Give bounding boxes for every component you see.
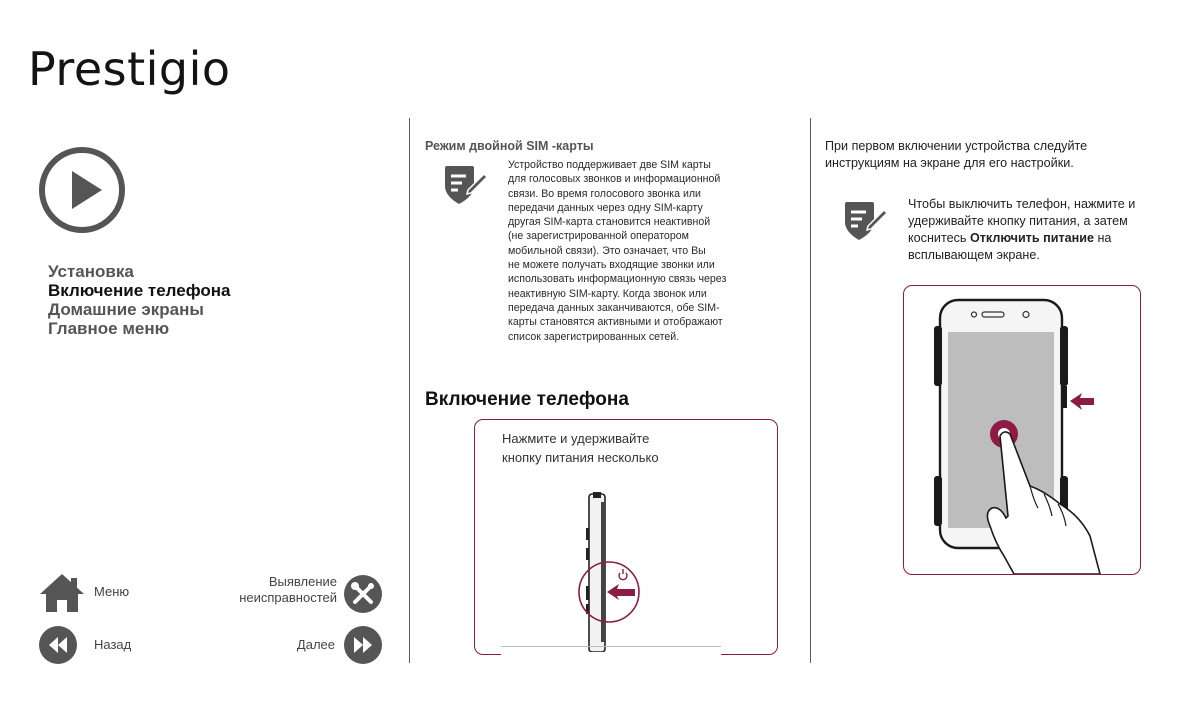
nav-item-main-menu[interactable]: Главное меню	[48, 319, 170, 338]
troubleshoot-label: Выявление неисправностей	[239, 574, 337, 605]
phone-side-illustration	[555, 488, 665, 654]
phone-touch-illustration	[904, 286, 1140, 574]
power-off-note: Чтобы выключить телефон, нажмите и удерживайте кнопку питания, а затем коснитесь Отключить питание на всплывающем экране.	[908, 197, 1136, 262]
nav-item-home-screens[interactable]: Домашние экраны	[48, 300, 204, 319]
intro-paragraph: При первом включении устройства следуйте инструкциям на экране для его настройки.	[825, 139, 1088, 170]
nav-item-power-on[interactable]: Включение телефона	[48, 281, 231, 300]
chapter-nav	[48, 262, 230, 338]
next-label: Далее	[296, 637, 335, 652]
note-pencil-icon	[842, 200, 888, 242]
back-button[interactable]	[38, 625, 148, 665]
next-button[interactable]	[280, 625, 383, 665]
note-pencil-icon	[442, 164, 488, 206]
power-off-illustration-frame	[903, 285, 1141, 575]
dual-sim-heading: Режим двойной SIM -карты	[425, 139, 594, 153]
home-icon	[38, 570, 86, 614]
power-on-instruction: Нажмите и удерживайте кнопку питания несколько	[502, 431, 659, 465]
column-divider-left	[409, 118, 410, 663]
play-icon[interactable]	[38, 146, 126, 234]
power-off-term: Отключить питание	[969, 231, 1094, 245]
power-on-illustration-frame	[474, 419, 778, 655]
brand-logo: Prestigio	[28, 42, 231, 96]
menu-button[interactable]	[38, 570, 158, 614]
frame-gap-shadow	[501, 646, 721, 647]
nav-item-setup[interactable]: Установка	[48, 262, 134, 281]
troubleshoot-button[interactable]	[215, 566, 383, 618]
frame-gap	[501, 652, 721, 657]
tools-icon	[343, 574, 383, 614]
forward-icon	[343, 625, 383, 665]
power-on-heading: Включение телефона	[425, 389, 629, 410]
column-divider-right	[810, 118, 811, 663]
dual-sim-paragraph: Устройство поддерживает две SIM карты для голосовых звонков и информационной связи. Во время голосового звонка или передачи данных через одну SIM-карту другая SIM-карта становится неактивной (не зарегистрированной оператором мобильной связи). Это означает, что Вы не можете получать входящие звонки или использовать информационную связь через неактивную SIM-карту. Когда звонок или передача данных заканчиваются, обе SIM- карты становятся активными и отображают список зарегистрированных сетей.	[508, 159, 727, 343]
menu-label: Меню	[94, 584, 130, 599]
back-label: Назад	[94, 637, 132, 652]
rewind-icon	[38, 625, 78, 665]
